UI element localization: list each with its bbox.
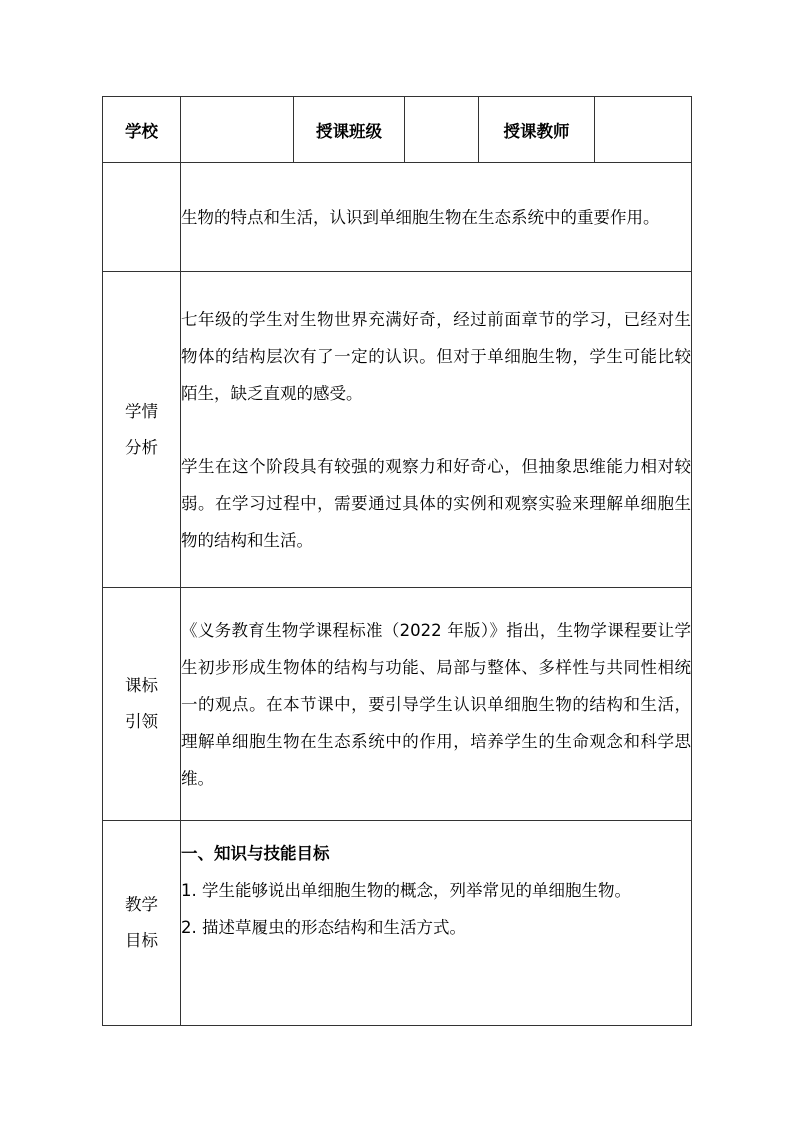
curriculum-label-line2: 引领: [125, 712, 158, 731]
school-value: [181, 97, 294, 163]
student-analysis-para1: 七年级的学生对生物世界充满好奇，经过前面章节的学习，已经对生物体的结构层次有了一定的认识。但对于单细胞生物，学生可能比较陌生，缺乏直观的感受。: [181, 309, 691, 403]
class-label: 授课班级: [294, 97, 405, 163]
student-analysis-cell: [181, 272, 692, 588]
objectives-heading: 一、知识与技能目标: [181, 844, 330, 863]
continuation-label: [103, 163, 181, 272]
curriculum-label: [103, 588, 181, 821]
teacher-value: [595, 97, 692, 163]
objectives-label-line2: 目标: [125, 931, 158, 950]
class-value: [405, 97, 479, 163]
student-analysis-label: [103, 272, 181, 588]
continuation-cell: [181, 163, 692, 272]
curriculum-text: 《义务教育生物学课程标准（2022 年版）》指出，生物学课程要让学生初步形成生物体的结构与功能、局部与整体、多样性与共同性相统一的观点。在本节课中，要引导学生认识单细胞生物的结构和生活，理解单细胞生物在生态系统中的作用，培养学生的生命观念和科学思维。: [181, 620, 691, 788]
school-label: 学校: [103, 97, 181, 163]
curriculum-cell: [181, 588, 692, 821]
objectives-item-2: 2. 描述草履虫的形态结构和生活方式。: [181, 918, 466, 937]
continuation-text: 生物的特点和生活，认识到单细胞生物在生态系统中的重要作用。: [181, 207, 660, 227]
objectives-row: [103, 821, 692, 1026]
continuation-row: [103, 163, 692, 272]
curriculum-label-line1: 课标: [125, 676, 158, 695]
objectives-cell: [181, 821, 692, 1026]
student-analysis-label-line1: 学情: [125, 401, 158, 421]
objectives-label: [103, 821, 181, 1026]
teacher-label: 授课教师: [479, 97, 595, 163]
curriculum-row: [103, 588, 692, 821]
objectives-label-line1: 教学: [125, 895, 158, 914]
student-analysis-row: [103, 272, 692, 588]
lesson-plan-table: [102, 96, 692, 1026]
student-analysis-para2: 学生在这个阶段具有较强的观察力和好奇心，但抽象思维能力相对较弱。在学习过程中，需要通过具体的实例和观察实验来理解单细胞生物的结构和生活。: [181, 456, 691, 550]
objectives-item-1: 1. 学生能够说出单细胞生物的概念，列举常见的单细胞生物。: [181, 881, 631, 900]
header-row: [103, 97, 692, 163]
student-analysis-label-line2: 分析: [125, 437, 158, 457]
